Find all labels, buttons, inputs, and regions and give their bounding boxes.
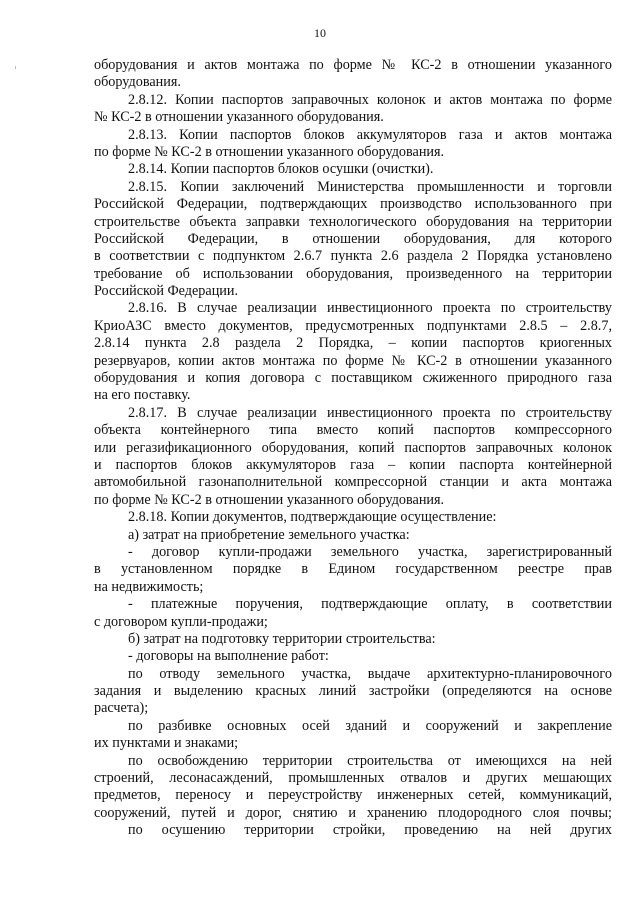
text-line: 2.8.16. В случае реализации инвестиционного проекта по строительству <box>128 300 612 317</box>
page-number: 10 <box>314 26 326 40</box>
text-line: Российской Федерации, в отношении оборудования, для которого <box>94 230 612 247</box>
scan-speck <box>15 66 16 69</box>
text-line: по отводу земельного участка, выдаче архитектурно-планировочного <box>128 665 612 682</box>
text-line: оборудования и копия договора с поставщиком сжиженного природного газа <box>94 370 612 387</box>
text-line: и паспортов блоков аккумуляторов газа – копии паспорта контейнерной <box>94 456 612 473</box>
text-line: по разбивке основных осей зданий и сооружений и закрепление <box>128 717 612 734</box>
text-line: оборудования и актов монтажа по форме № КС-2 в отношении указанного <box>94 57 612 73</box>
text-line: на недвижимость; <box>94 578 204 595</box>
text-line: оборудования. <box>94 74 181 91</box>
text-line: 2.8.15. Копии заключений Министерства промышленности и торговли <box>128 178 612 195</box>
text-line: 2.8.17. В случае реализации инвестиционного проекта по строительству <box>128 404 612 421</box>
text-line: - договор купли-продажи земельного участка, зарегистрированный <box>128 543 612 560</box>
text-line: расчета); <box>94 700 149 717</box>
text-line: резервуаров, копии актов монтажа по форме № КС-2 в отношении указанного <box>94 352 612 369</box>
text-line: их пунктами и знаками; <box>94 735 239 752</box>
text-line: в соответствии с подпунктом 2.6.7 пункта 2.6 раздела 2 Порядка установлено <box>94 248 612 265</box>
text-line: объекта контейнерного типа вместо копий паспортов компрессорного <box>94 422 612 439</box>
text-line: на его поставку. <box>94 387 191 404</box>
text-line: № КС-2 в отношении указанного оборудования. <box>94 109 384 126</box>
text-line: 2.8.18. Копии документов, подтверждающие осуществление: <box>128 509 497 526</box>
text-line: 2.8.13. Копии паспортов блоков аккумуляторов газа и актов монтажа <box>128 126 612 143</box>
text-line: по форме № КС-2 в отношении указанного оборудования. <box>94 143 445 160</box>
text-line: сооружений, путей и дорог, снятию и хранению плодородного слоя почвы; <box>94 804 612 821</box>
text-line: автомобильной газонаполнительной компрессорной станции и акта монтажа <box>94 474 612 491</box>
text-line: строений, лесонасаждений, промышленных отвалов и других мешающих <box>94 770 612 787</box>
text-line: 2.8.12. Копии паспортов заправочных колонок и актов монтажа по форме <box>128 91 612 108</box>
text-line: по освобождению территории строительства от имеющихся на ней <box>128 752 612 769</box>
text-line: с договором купли-продажи; <box>94 613 268 630</box>
text-line: в установленном порядке в Едином государственном реестре прав <box>94 561 612 578</box>
text-line: 2.8.14. Копии паспортов блоков осушки (очистки). <box>128 161 434 178</box>
text-line: б) затрат на подготовку территории строительства: <box>128 630 436 647</box>
text-line: - платежные поручения, подтверждающие оплату, в соответствии <box>128 596 612 613</box>
text-line: по форме № КС-2 в отношении указанного оборудования. <box>94 491 445 508</box>
text-line: а) затрат на приобретение земельного участка: <box>128 526 410 543</box>
text-line: КриоАЗС вместо документов, предусмотренных подпунктами 2.8.5 – 2.8.7, <box>94 317 612 334</box>
text-line: требование об использовании оборудования, произведенного на территории <box>94 265 612 282</box>
text-line: Российской Федерации. <box>94 283 239 300</box>
document-body <box>94 57 612 840</box>
text-line: по осушению территории стройки, проведению на ней других <box>128 822 612 839</box>
text-line: задания и выделению красных линий застройки (определяются на основе <box>94 683 612 700</box>
text-line: - договоры на выполнение работ: <box>128 648 329 665</box>
text-line: или регазификационного оборудования, копий паспортов заправочных колонок <box>94 439 612 456</box>
text-line: Российской Федерации, подтверждающих производство использованного при <box>94 196 612 213</box>
text-line: 2.8.14 пункта 2.8 раздела 2 Порядка, – копии паспортов криогенных <box>94 335 612 352</box>
text-line: строительстве объекта заправки технологического оборудования на территории <box>94 213 612 230</box>
text-line: предметов, переносу и переустройству инженерных сетей, коммуникаций, <box>94 787 612 804</box>
